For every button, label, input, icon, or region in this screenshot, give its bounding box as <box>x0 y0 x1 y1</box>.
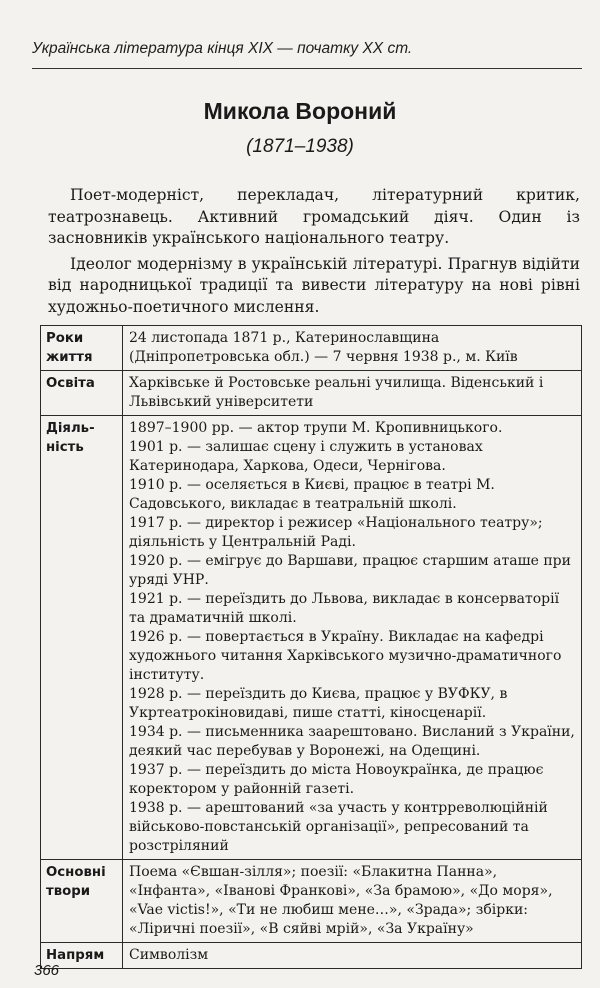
years-label: Роки життя <box>41 326 123 371</box>
intro-paragraph-2: Ідеолог модернізму в українській літературі. Прагнув відійти від народницької традиції та вивести літературу на нові рівні художньо-поетичного мислення. <box>48 254 580 316</box>
table-row-direction <box>41 943 582 969</box>
life-years: (1871–1938) <box>246 136 354 157</box>
activity-entry: 1938 р. — арештований «за участь у контрреволюційній військово-повстанській організації», репресований та розстріляний <box>129 800 548 854</box>
table-row-activity <box>41 416 582 860</box>
activity-entry: 1926 р. — повертається в Україну. Викладає на кафедрі художнього читання Харківського музично-драматичного інституту. <box>129 629 562 683</box>
table-row-years <box>41 326 582 371</box>
activity-label: Діяль- ність <box>41 416 123 860</box>
activity-entry: 1937 р. — переїздить до міста Новоукраїнка, де працює коректором у районній газеті. <box>129 762 544 797</box>
running-header: Українська література кінця XIX — початку XX ст. <box>32 40 413 57</box>
years-value: 24 листопада 1871 р., Катеринославщина (Дніпропетровська обл.) — 7 червня 1938 р., м. Київ <box>123 326 582 371</box>
activity-entry: 1917 р. — директор і режисер «Національного театру»; діяльність у Центральній Раді. <box>129 515 543 550</box>
activity-entry: 1928 р. — переїздить до Києва, працює у ВУФКУ, в Укртеатрокіновидаві, пише статті, кіносценарії. <box>129 686 508 721</box>
page-number: 366 <box>34 962 60 979</box>
page-title: Микола Вороний <box>203 98 397 124</box>
education-value: Харківське й Ростовське реальні училища. Віденський і Львівський університети <box>123 371 582 416</box>
activity-entry: 1921 р. — переїздить до Львова, викладає в консерваторії та драматичній школі. <box>129 591 560 626</box>
biography-table <box>40 325 582 969</box>
table-row-works <box>41 860 582 943</box>
activity-value <box>123 416 582 860</box>
works-label: Основні твори <box>41 860 123 943</box>
table-row-education <box>41 371 582 416</box>
direction-label: Напрям <box>41 943 123 969</box>
works-value: Поема «Євшан-зілля»; поезії: «Блакитна Панна», «Інфанта», «Іванові Франкові», «За брамою», «До моря», «Vae victis!», «Ти не любиш мене…», «Зрада»; збірки: «Ліричні поезії», «В сяйві мрій», «За Україну» <box>123 860 582 943</box>
intro-paragraph-1: Поет-модерніст, перекладач, літературний критик, театрознавець. Активний громадський діяч. Один із засновників українського національного театру. <box>48 186 580 247</box>
activity-entry: 1920 р. — емігрує до Варшави, працює старшим аташе при уряді УНР. <box>129 553 571 588</box>
education-label: Освіта <box>41 371 123 416</box>
activity-entry: 1934 р. — письменника заарештовано. Висланий з України, деякий час перебував у Воронежі, на Одещині. <box>129 724 575 759</box>
direction-value: Символізм <box>123 943 582 969</box>
activity-entry: 1910 р. — оселяється в Києві, працює в театрі М. Садовського, викладає в театральній школі. <box>129 477 495 512</box>
header-rule <box>32 68 582 69</box>
intro-text <box>48 185 580 322</box>
activity-entry: 1901 р. — залишає сцену і служить в установах Катеринодара, Харкова, Одеси, Чернігова. <box>129 439 483 474</box>
activity-entry: 1897–1900 рр. — актор трупи М. Кропивницького. <box>129 420 503 436</box>
